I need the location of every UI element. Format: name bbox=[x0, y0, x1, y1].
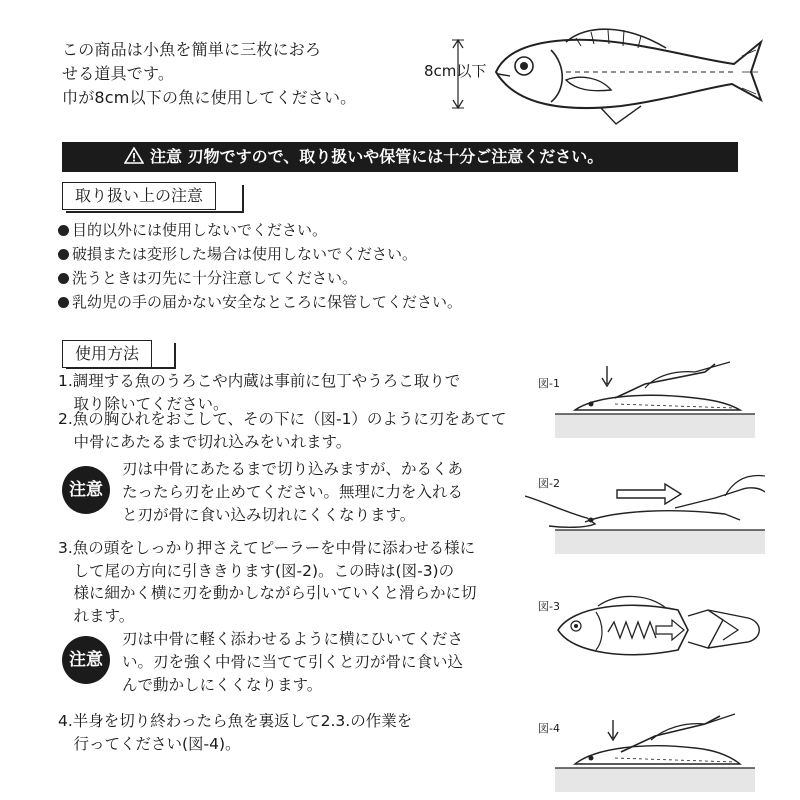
usage-heading: 使用方法 bbox=[62, 340, 152, 368]
figure-1-illustration bbox=[555, 358, 755, 438]
figure-2-label: 図-2 bbox=[538, 477, 560, 490]
step-1: 1.調理する魚のうろこや内蔵は事前に包丁やうろこ取りで 取り除いてください。 bbox=[58, 372, 461, 413]
warning-triangle-icon bbox=[124, 147, 144, 164]
step-4: 4.半身を切り終わったら魚を裏返して2.3.の作業を 行ってください(図-4)。 bbox=[58, 712, 413, 753]
figure-2-illustration bbox=[525, 468, 765, 554]
step-2: 2.魚の胸ひれをおこして、その下に（図-1）のように刃をあてて 中骨にあたるまで切れ込みをいれます。 bbox=[58, 410, 507, 451]
figure-3-label: 図-3 bbox=[538, 600, 560, 613]
figure-4-label: 図-4 bbox=[538, 722, 560, 735]
fish-size-label: 8cm以下 bbox=[424, 62, 487, 80]
intro-line-2: せる道具です。 bbox=[62, 64, 175, 83]
figure-1-label: 図-1 bbox=[538, 377, 560, 390]
intro-line-3: 巾が8cm以下の魚に使用してください。 bbox=[62, 88, 357, 107]
bullet-icon bbox=[58, 297, 69, 308]
list-item: 乳幼児の手の届かない安全なところに保管してください。 bbox=[58, 290, 462, 314]
handling-list bbox=[58, 218, 462, 314]
caution-text-1: 刃は中骨にあたるまで切り込みますが、かるくあ たったら刃を止めてください。無理に力を入れる と刃が骨に食い込み切れにくくなります。 bbox=[122, 460, 464, 524]
bullet-icon bbox=[58, 225, 69, 236]
heading-shadow-side bbox=[174, 343, 176, 369]
list-item: 破損または変形した場合は使用しないでください。 bbox=[58, 242, 462, 266]
caution-badge-2: 注意 bbox=[62, 636, 110, 684]
intro-line-1: この商品は小魚を簡単に三枚におろ bbox=[62, 40, 322, 59]
bullet-icon bbox=[58, 273, 69, 284]
caution-text-2: 刃は中骨に軽く添わせるように横にひいてくださ い。刃を強く中骨に当てて引くと刃が骨に食い込 んで動かしにくくなります。 bbox=[122, 630, 464, 694]
step-3: 3.魚の頭をしっかり押さえてピーラーを中骨に添わせる様に して尾の方向に引ききります(図-2)。この時は(図-3)の 様に細かく横に刃を動かしながら引いていくと滑らかに切 れます。 bbox=[58, 539, 477, 625]
heading-shadow-side bbox=[242, 185, 244, 213]
list-item: 洗うときは刃先に十分注意してください。 bbox=[58, 266, 462, 290]
handling-heading: 取り扱い上の注意 bbox=[62, 182, 216, 210]
caution-badge-1: 注意 bbox=[62, 466, 110, 514]
figure-4-illustration bbox=[555, 712, 755, 792]
heading-shadow bbox=[66, 211, 244, 213]
intro-text bbox=[62, 38, 422, 110]
figure-3-illustration bbox=[548, 590, 768, 670]
bullet-icon bbox=[58, 249, 69, 260]
warning-banner bbox=[62, 142, 738, 172]
list-item: 目的以外には使用しないでください。 bbox=[58, 218, 462, 242]
warning-text: 注意 刃物ですので、取り扱いや保管には十分ご注意ください。 bbox=[150, 147, 604, 166]
